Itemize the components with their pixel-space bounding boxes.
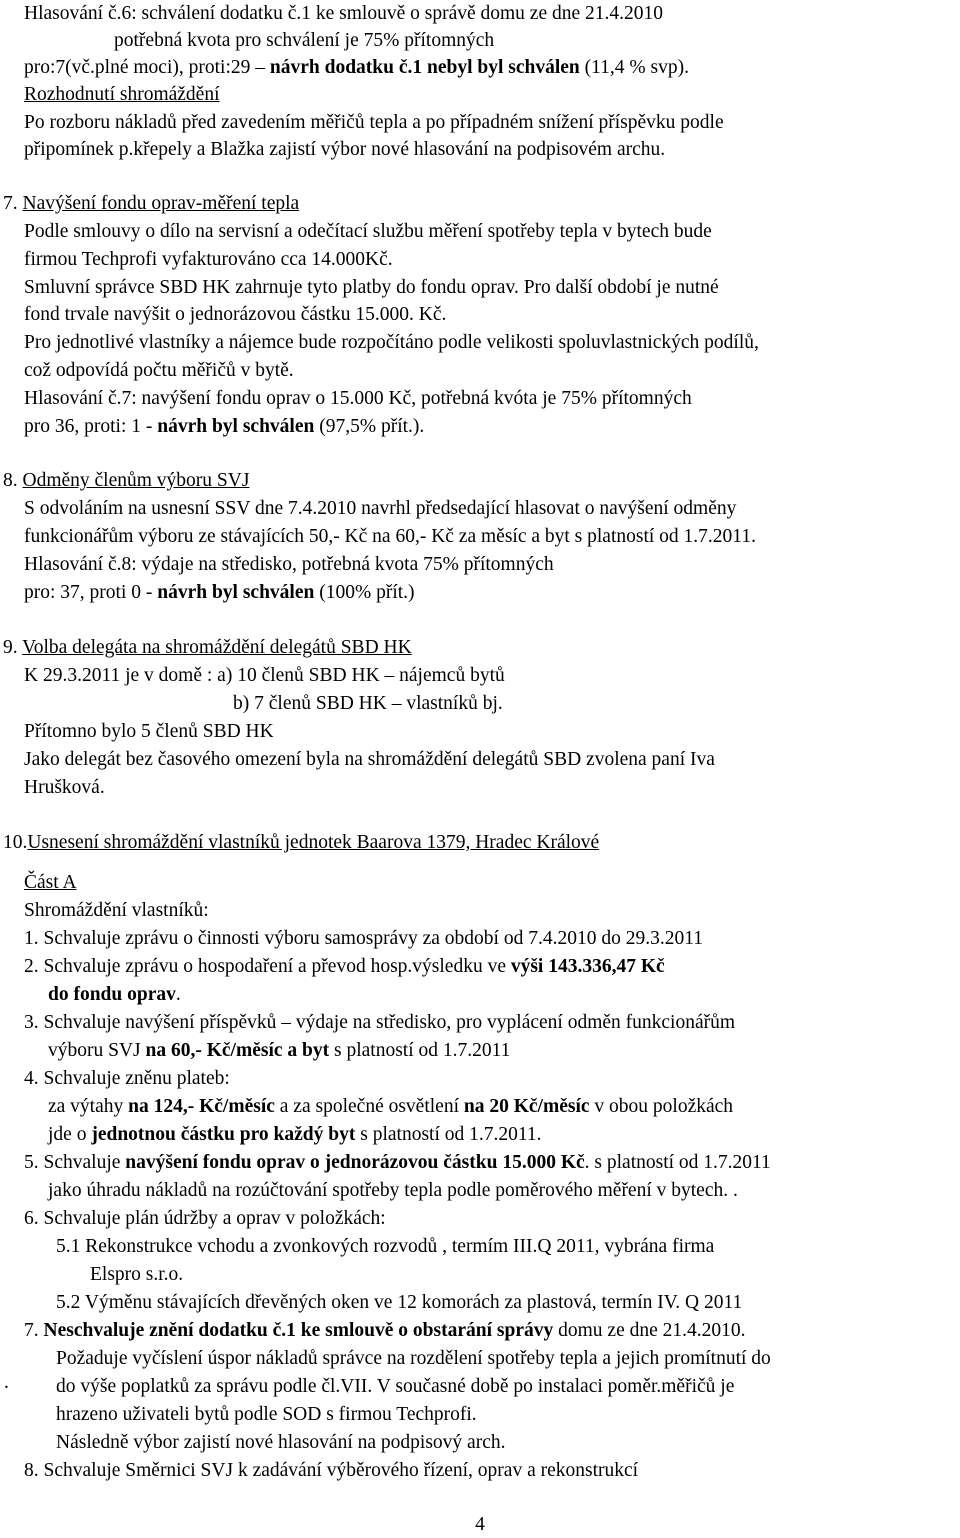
resolution-item: 6. Schvaluje plán údržby a oprav v položkách: (24, 1208, 386, 1229)
resolution-item: 1. Schvaluje zprávu o činnosti výboru samosprávy za období od 7.4.2010 do 29.3.2011 (24, 928, 703, 949)
paragraph-line: fond trvale navýšit o jednorázovou částku 15.000. Kč. (24, 304, 447, 325)
resolution-item-continued: Následně výbor zajistí nové hlasování na podpisový arch. (56, 1432, 506, 1453)
resolution-item-continued: hrazeno uživateli bytů podle SOD s firmou Techprofi. (56, 1404, 477, 1425)
paragraph-line: Hrušková. (24, 777, 105, 798)
stray-dot: . (4, 1372, 9, 1393)
part-a-heading: Část A (24, 872, 77, 893)
resolution-item-continued: do výše poplatků za správu podle čl.VII. V současné době po instalaci poměr.měřičů je (56, 1376, 735, 1397)
section-10-heading: 10.Usnesení shromáždění vlastníků jednotek Baarova 1379, Hradec Králové (3, 832, 600, 853)
paragraph-line: funkcionářům výboru ze stávajících 50,- Kč na 60,- Kč za měsíc a byt s platností od 1.7.2011. (24, 526, 756, 547)
resolution-item: 2. Schvaluje zprávu o hospodaření a převod hosp.výsledku ve výši 143.336,47 Kč (24, 956, 665, 977)
resolution-item-continued: Požaduje vyčíslení úspor nákladů správce na rozdělení spotřeby tepla a jejich promítnutí do (56, 1348, 771, 1369)
paragraph-line: Podle smlouvy o dílo na servisní a odečítací službu měření spotřeby tepla v bytech bude (24, 221, 712, 242)
paragraph-line: Smluvní správce SBD HK zahrnuje tyto platby do fondu oprav. Pro další období je nutné (24, 277, 719, 298)
paragraph-line: Pro jednotlivé vlastníky a nájemce bude rozpočítáno podle velikosti spoluvlastnických podílů, (24, 332, 759, 353)
vote-7-result: pro 36, proti: 1 - návrh byl schválen (97,5% přít.). (24, 416, 425, 437)
resolution-item-continued: výboru SVJ na 60,- Kč/měsíc a byt s platností od 1.7.2011 (48, 1040, 511, 1061)
vote-8-heading: Hlasování č.8: výdaje na středisko, potřebná kvota 75% přítomných (24, 554, 554, 575)
paragraph-line: což odpovídá počtu měřičů v bytě. (24, 360, 294, 381)
resolution-subitem-continued: Elspro s.r.o. (90, 1264, 184, 1285)
resolution-item: 8. Schvaluje Směrnici SVJ k zadávání výběrového řízení, oprav a rekonstrukcí (24, 1460, 639, 1481)
page-number: 4 (475, 1514, 485, 1535)
paragraph-line: K 29.3.2011 je v domě : a) 10 členů SBD HK – nájemců bytů (24, 665, 505, 686)
assembly-decision-heading: Rozhodnutí shromáždění (24, 84, 220, 105)
paragraph-line: S odvoláním na usnesní SSV dne 7.4.2010 navrhl předsedající hlasovat o navýšení odměny (24, 498, 737, 519)
section-7-heading: 7. Navýšení fondu oprav-měření tepla (3, 193, 300, 214)
vote-7-heading: Hlasování č.7: navýšení fondu oprav o 15.000 Kč, potřebná kvóta je 75% přítomných (24, 388, 692, 409)
resolution-item-continued: jde o jednotnou částku pro každý byt s platností od 1.7.2011. (48, 1124, 542, 1145)
resolution-item: 3. Schvaluje navýšení příspěvků – výdaje na středisko, pro vyplácení odměn funkcionářům (24, 1012, 736, 1033)
resolution-item-continued: za výtahy na 124,- Kč/měsíc a za společné osvětlení na 20 Kč/měsíc v obou položkách (48, 1096, 734, 1117)
vote-6-heading: Hlasování č.6: schválení dodatku č.1 ke smlouvě o správě domu ze dne 21.4.2010 (24, 3, 664, 24)
vote-6-result: pro:7(vč.plné moci), proti:29 – návrh dodatku č.1 nebyl byl schválen (11,4 % svp). (24, 57, 690, 78)
paragraph-line: Shromáždění vlastníků: (24, 900, 209, 921)
resolution-subitem: 5.2 Výměnu stávajících dřevěných oken ve 12 komorách za plastová, termín IV. Q 2011 (56, 1292, 743, 1313)
resolution-item: 7. Neschvaluje znění dodatku č.1 ke smlouvě o obstarání správy domu ze dne 21.4.2010. (24, 1320, 746, 1341)
section-8-heading: 8. Odměny členům výboru SVJ (3, 470, 250, 491)
resolution-subitem: 5.1 Rekonstrukce vchodu a zvonkových rozvodů , termím III.Q 2011, vybrána firma (56, 1236, 715, 1257)
paragraph-line: Přítomno bylo 5 členů SBD HK (24, 721, 274, 742)
paragraph-line: Po rozboru nákladů před zavedením měřičů tepla a po případném snížení příspěvku podle (24, 112, 724, 133)
vote-8-result: pro: 37, proti 0 - návrh byl schválen (100% přít.) (24, 582, 415, 603)
vote-6-quorum: potřebná kvota pro schválení je 75% přítomných (114, 30, 495, 51)
paragraph-line: připomínek p.křepely a Blažka zajistí výbor nové hlasování na podpisovém archu. (24, 139, 666, 160)
paragraph-line: Jako delegát bez časového omezení byla na shromáždění delegátů SBD zvolena paní Iva (24, 749, 715, 770)
paragraph-line: b) 7 členů SBD HK – vlastníků bj. (233, 693, 503, 714)
resolution-item-continued: do fondu oprav. (48, 984, 181, 1005)
resolution-item-continued: jako úhradu nákladů na rozúčtování spotřeby tepla podle poměrového měření v bytech. . (48, 1180, 738, 1201)
section-9-heading: 9. Volba delegáta na shromáždění delegátů SBD HK (3, 637, 412, 658)
resolution-item: 5. Schvaluje navýšení fondu oprav o jednorázovou částku 15.000 Kč. s platností od 1.7.2011 (24, 1152, 771, 1173)
paragraph-line: firmou Techprofi vyfakturováno cca 14.000Kč. (24, 249, 393, 270)
resolution-item: 4. Schvaluje zněnu plateb: (24, 1068, 230, 1089)
